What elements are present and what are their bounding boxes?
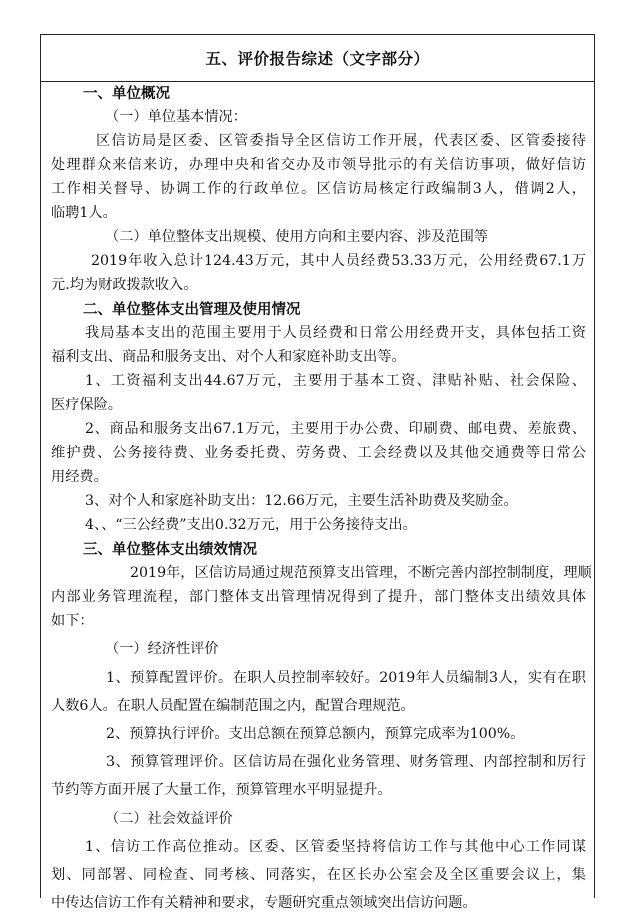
paragraph-line: 4、、“三公经费”支出0.32万元，用于公务接待支出。 <box>85 517 417 533</box>
paragraph-line: 用经费。 <box>51 469 108 485</box>
paragraph-line: 临聘1人。 <box>51 205 117 221</box>
section-heading: 二、单位整体支出管理及使用情况 <box>83 302 301 318</box>
paragraph-line: 医疗保险。 <box>51 397 122 413</box>
paragraph-line: （二）单位整体支出规模、使用方向和主要内容、涉及范围等 <box>105 229 489 245</box>
section-title: 五、评价报告综述（文字部分） <box>205 49 430 68</box>
paragraph-line: 如下： <box>51 613 94 629</box>
paragraph-line: 划、同部署、同检查、同考核、同落实，在区长办公室会及全区重要会议上，集 <box>51 867 586 883</box>
paragraph-line: 1、工资福利支出44.67万元，主要用于基本工资、津贴补贴、社会保险、 <box>85 373 586 389</box>
paragraph-line: （二）社会效益评价 <box>105 811 233 827</box>
paragraph-line: 1、预算配置评价。在职人员控制率较好。2019年人员编制3人，实有在职 <box>106 670 586 686</box>
paragraph-line: 内部业务管理流程，部门整体支出管理情况得到了提升，部门整体支出绩效具体 <box>51 589 586 605</box>
paragraph-line: 中传达信访工作有关精神和要求，专题研究重点领域突出信访问题。 <box>51 895 477 911</box>
paragraph-line: 我局基本支出的范围主要用于人员经费和日常公用经费开支，具体包括工资 <box>85 325 586 341</box>
section-heading: 三、单位整体支出绩效情况 <box>83 542 257 558</box>
section-heading: 一、单位概况 <box>83 86 170 102</box>
paragraph-line: 维护费、公务接待费、业务委托费、劳务费、工会经费以及其他交通费等日常公 <box>51 445 586 461</box>
paragraph-line: 节约等方面开展了大量工作，预算管理水平明显提升。 <box>51 782 392 798</box>
paragraph-line: 2019年收入总计124.43万元，其中人员经费53.33万元，公用经费67.1万 <box>91 253 586 269</box>
paragraph-line: 3、预算管理评价。区信访局在强化业务管理、财务管理、内部控制和厉行 <box>106 754 586 770</box>
report-table <box>40 34 595 911</box>
title-row <box>41 35 594 82</box>
paragraph-line: 2019年，区信访局通过规范预算支出管理，不断完善内部控制制度，理顺 <box>130 565 592 581</box>
paragraph-line: 人数6人。在职人员配置在编制范围之内，配置合理规范。 <box>51 698 415 714</box>
paragraph-line: 3、对个人和家庭补助支出：12.66万元，主要生活补助费及奖励金。 <box>85 493 518 509</box>
paragraph-line: 1、信访工作高位推动。区委、区管委坚持将信访工作与其他中心工作同谋 <box>85 839 586 855</box>
paragraph-line: 工作相关督导、协调工作的行政单位。区信访局核定行政编制3人，借调2人， <box>51 181 586 197</box>
paragraph-line: 2、预算执行评价。支出总额在预算总额内，预算完成率为100%。 <box>106 726 525 742</box>
paragraph-line: 元.均为财政拨款收入。 <box>51 277 198 293</box>
paragraph-line: （一）单位基本情况： <box>105 109 247 125</box>
paragraph-line: 2、商品和服务支出67.1万元，主要用于办公费、印刷费、邮电费、差旅费、 <box>85 421 586 437</box>
paragraph-line: 福利支出、商品和服务支出、对个人和家庭补助支出等。 <box>51 349 406 365</box>
paragraph-line: 处理群众来信来访，办理中央和省交办及市领导批示的有关信访事项，做好信访 <box>51 157 586 173</box>
paragraph-line: 区信访局是区委、区管委指导全区信访工作开展，代表区委、区管委接待 <box>96 133 586 149</box>
paragraph-line: （一）经济性评价 <box>105 641 219 657</box>
